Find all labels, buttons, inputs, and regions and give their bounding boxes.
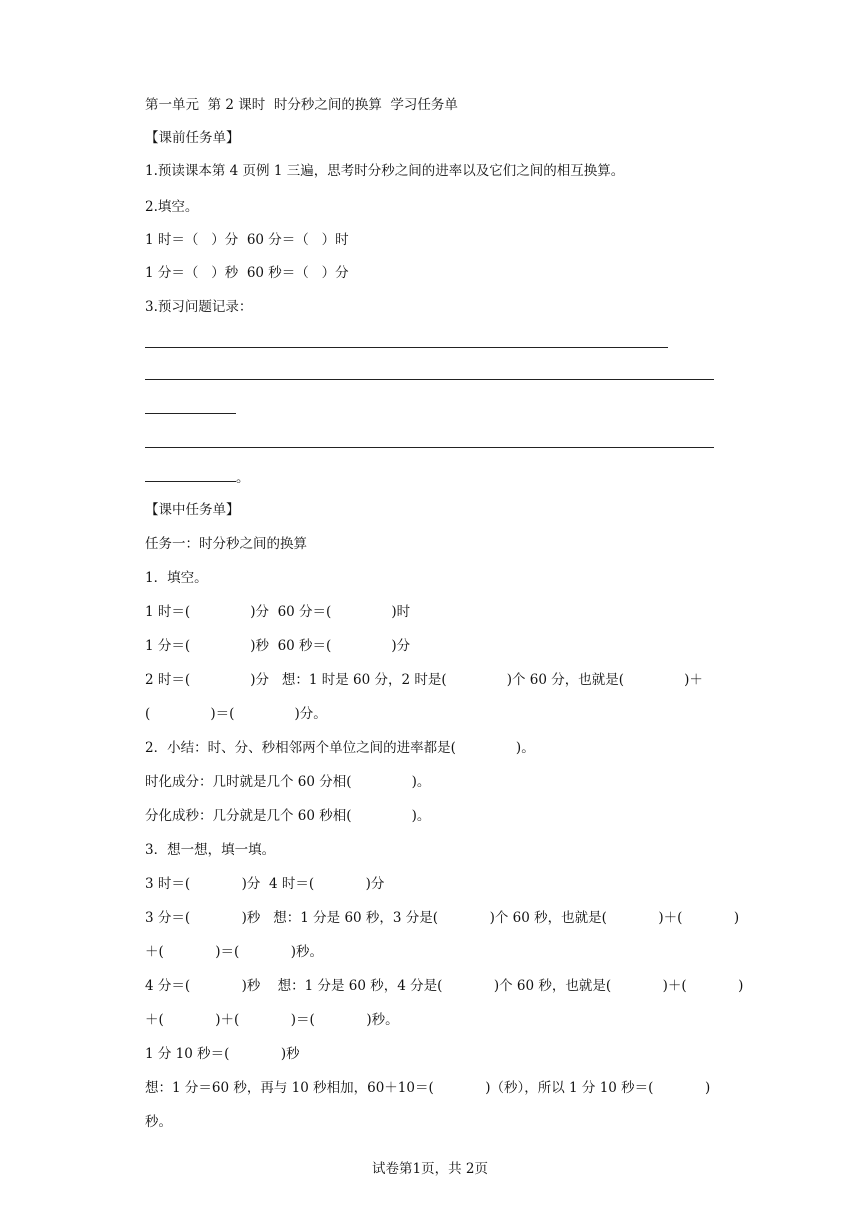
- question-3-line-b: 3 分＝( )秒 想：1 分是 60 秒，3 分是( )个 60 秒，也就是( )＋( ): [145, 910, 740, 926]
- question-1-line-c-cont: ( )＝( )分。: [145, 706, 327, 722]
- answer-line-end-mark: 。: [236, 470, 250, 486]
- document-title: 第一单元 第 2 课时 时分秒之间的换算 学习任务单: [145, 97, 458, 113]
- question-2: 2．小结：时、分、秒相邻两个单位之间的进率都是( )。: [145, 740, 535, 756]
- answer-line-2: [145, 379, 714, 380]
- pre-task-3: 3.预习问题记录：: [145, 299, 253, 315]
- question-1: 1．填空。: [145, 570, 208, 586]
- section-heading-in-class: 【课中任务单】: [145, 502, 240, 518]
- answer-line-1: [145, 347, 668, 348]
- answer-line-3: [145, 413, 236, 414]
- pre-task-1: 1.预读课本第 4 页例 1 三遍，思考时分秒之间的进率以及它们之间的相互换算。: [145, 163, 625, 179]
- question-3-line-d-hint: 想：1 分＝60 秒，再与 10 秒相加，60＋10＝( )（秒），所以 1 分 10 秒＝( ): [145, 1080, 711, 1096]
- pre-task-2-line-a: 1 时＝（ ）分 60 分＝（ ）时: [145, 232, 349, 248]
- question-2-line-b: 分化成秒：几分就是几个 60 秒相( )。: [145, 808, 431, 824]
- section-heading-pre-class: 【课前任务单】: [145, 130, 240, 146]
- question-1-line-b: 1 分＝( )秒 60 秒＝( )分: [145, 638, 411, 654]
- question-3-line-a: 3 时＝( )分 4 时＝( )分: [145, 876, 385, 892]
- question-3-line-c-cont: ＋( )＋( )＝( )秒。: [145, 1012, 399, 1028]
- task-1-heading: 任务一：时分秒之间的换算: [145, 536, 307, 552]
- question-3-line-c: 4 分＝( )秒 想：1 分是 60 秒，4 分是( )个 60 秒，也就是( )＋( ): [145, 978, 744, 994]
- question-3: 3．想一想，填一填。: [145, 842, 276, 858]
- question-1-line-c: 2 时＝( )分 想：1 时是 60 分，2 时是( )个 60 分，也就是( )＋: [145, 672, 703, 688]
- answer-line-4: [145, 447, 714, 448]
- page-footer: 试卷第1页，共 2页: [372, 1161, 488, 1177]
- question-3-line-b-cont: ＋( )＝( )秒。: [145, 944, 324, 960]
- answer-line-5: [145, 481, 236, 482]
- question-2-line-a: 时化成分：几时就是几个 60 分相( )。: [145, 774, 431, 790]
- pre-task-2: 2.填空。: [145, 199, 199, 215]
- question-1-line-a: 1 时＝( )分 60 分＝( )时: [145, 604, 411, 620]
- question-3-line-d: 1 分 10 秒＝( )秒: [145, 1046, 300, 1062]
- question-3-line-d-hint-cont: 秒。: [145, 1114, 172, 1130]
- pre-task-2-line-b: 1 分＝（ ）秒 60 秒＝（ ）分: [145, 265, 349, 281]
